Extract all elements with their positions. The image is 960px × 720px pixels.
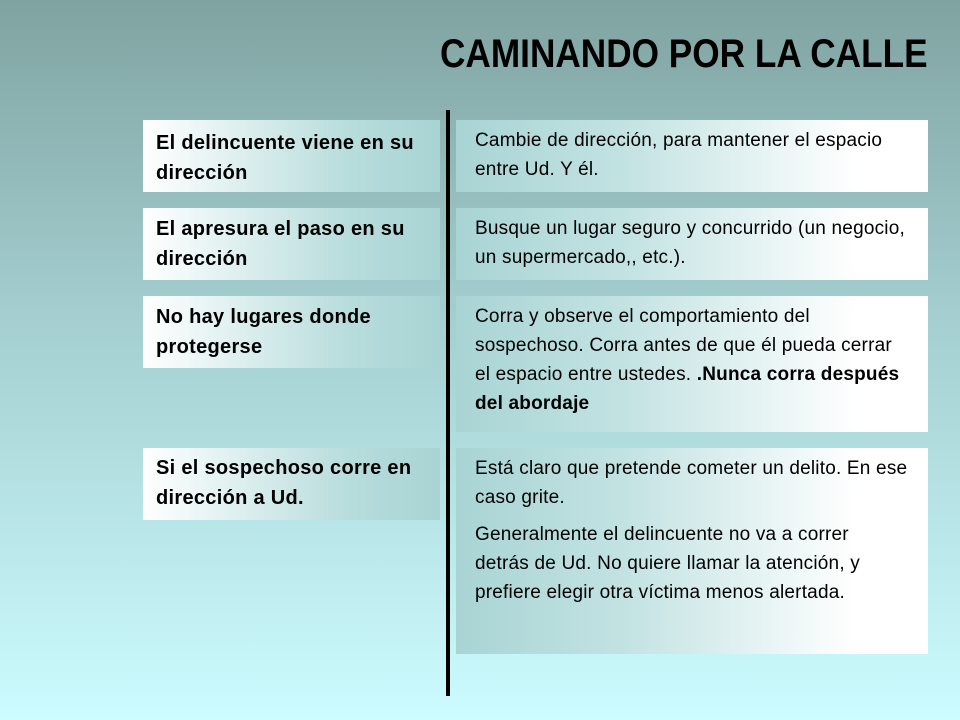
- advice-box-2: [456, 208, 928, 280]
- advice-emphasis-3: .Nunca corra después del abordaje: [475, 364, 900, 414]
- advice-text-3: Corra y observe el comportamiento del sospechoso. Corra antes de que él pueda cerrar el espacio entre ustedes.: [475, 306, 892, 385]
- vertical-divider: [446, 110, 450, 696]
- situation-text-4: Si el sospechoso corre en dirección a Ud.: [156, 457, 412, 509]
- page-title: CAMINANDO POR LA CALLE: [440, 32, 928, 76]
- advice-text-1: Cambie de dirección, para mantener el espacio entre Ud. Y él.: [475, 130, 883, 180]
- situation-box-3: [143, 296, 440, 368]
- advice-box-4: [456, 448, 928, 654]
- advice-box-1: [456, 120, 928, 192]
- advice-text-4: Está claro que pretende cometer un delito. En ese caso grite.: [475, 458, 908, 508]
- situation-text-3: No hay lugares donde protegerse: [156, 306, 371, 358]
- situation-text-2: El apresura el paso en su dirección: [156, 218, 405, 270]
- advice-extra-4: Generalmente el delincuente no va a correr detrás de Ud. No quiere llamar la atención, y prefiere elegir otra víctima menos alertada.: [475, 524, 860, 603]
- situation-text-1: El delincuente viene en su dirección: [156, 132, 414, 184]
- advice-text-2: Busque un lugar seguro y concurrido (un negocio, un supermercado,, etc.).: [475, 218, 905, 268]
- situation-box-1: [143, 120, 440, 192]
- situation-box-2: [143, 208, 440, 280]
- advice-box-3: [456, 296, 928, 432]
